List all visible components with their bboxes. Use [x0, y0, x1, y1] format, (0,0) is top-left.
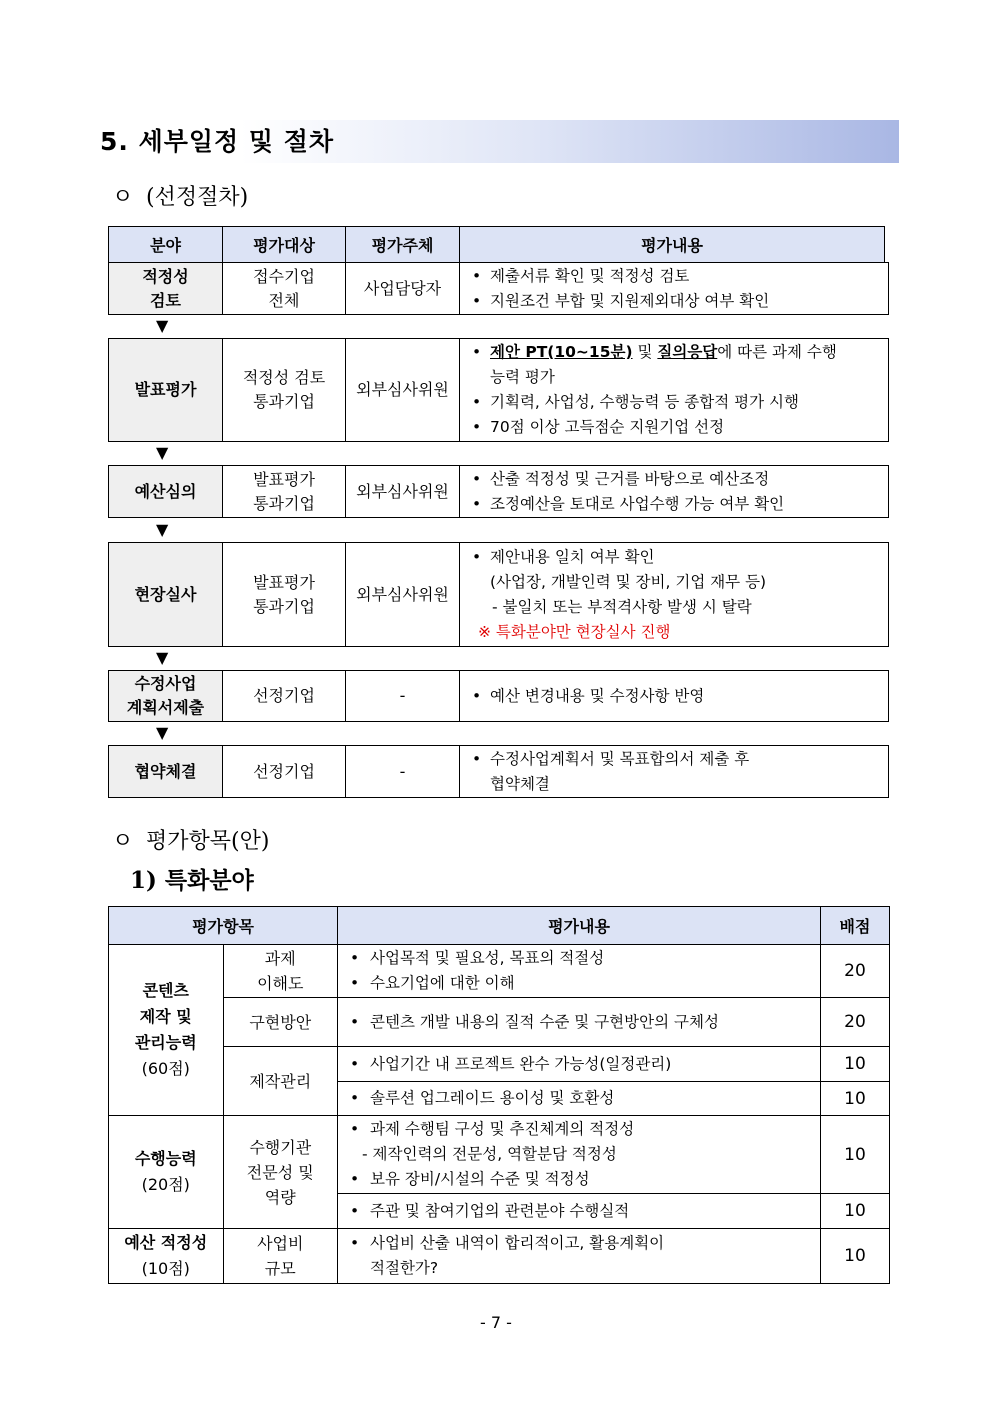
table-row	[109, 1229, 890, 1284]
stage-target: 적정성 검토 통과기업	[223, 339, 346, 442]
criteria: • 콘텐츠 개발 내용의 질적 수준 및 구현방안의 구체성	[338, 998, 821, 1047]
section-title: 5. 세부일정 및 절차	[96, 120, 899, 163]
stage-name: 적정성 검토	[109, 263, 223, 315]
score: 20	[821, 998, 890, 1047]
score: 20	[821, 945, 890, 998]
stage-content: • 예산 변경내용 및 수정사항 반영	[460, 671, 889, 722]
down-arrow-icon: ▼	[156, 520, 169, 539]
subcategory-name: 수행기관 전문성 및 역량	[223, 1116, 338, 1229]
stage-name: 발표평가	[109, 339, 223, 442]
stage-evaluator: 사업담당자	[346, 263, 460, 315]
score: 10	[821, 1194, 890, 1229]
down-arrow-icon: ▼	[156, 648, 169, 667]
stage-row	[108, 745, 889, 798]
criteria: • 과제 수행팀 구성 및 추진체계의 적정성 - 제작인력의 전문성, 역할분담 적정성 • 보유 장비/시설의 수준 및 적정성	[338, 1116, 821, 1194]
stage-row	[108, 542, 889, 647]
stage-content: • 수정사업계획서 및 목표합의서 제출 후 협약체결	[460, 746, 889, 798]
score: 10	[821, 1047, 890, 1082]
down-arrow-icon: ▼	[156, 723, 169, 742]
col-header-content: 평가내용	[338, 907, 821, 945]
stage-content: • 제안 PT(10~15분) 및 질의응답에 따른 과제 수행 능력 평가 • 기획력, 사업성, 수행능력 등 종합적 평가 시행 • 70점 이상 고득점순 지원기업 선정	[460, 339, 889, 442]
table-row	[109, 945, 890, 998]
subcategory-name: 제작관리	[223, 1047, 338, 1116]
stage-row	[108, 670, 889, 722]
note-text: ※ 특화분야만 현장실사 진행	[478, 622, 671, 641]
stage-row	[108, 465, 889, 518]
bullet-mark: ㅇ	[112, 829, 134, 854]
bullet-mark: ㅇ	[112, 185, 134, 210]
stage-target: 발표평가 통과기업	[223, 466, 346, 518]
category-name: 콘텐츠 제작 및 관리능력 (60점)	[109, 945, 224, 1116]
score: 10	[821, 1116, 890, 1194]
down-arrow-icon: ▼	[156, 316, 169, 335]
subcategory-name: 구현방안	[223, 998, 338, 1047]
criteria: • 주관 및 참여기업의 관련분야 수행실적	[338, 1194, 821, 1229]
col-header-evaluator: 평가주체	[346, 227, 460, 263]
stage-target: 발표평가 통과기업	[223, 543, 346, 647]
stage-name: 수정사업 계획서제출	[109, 671, 223, 722]
stage-row	[108, 338, 889, 442]
col-header-content: 평가내용	[460, 227, 885, 263]
evaluation-heading: ㅇ 평가항목(안)	[112, 824, 269, 855]
stage-content: • 산출 적정성 및 근거를 바탕으로 예산조정 • 조정예산을 토대로 사업수행 가능 여부 확인	[460, 466, 889, 518]
score: 10	[821, 1082, 890, 1116]
table-row	[109, 998, 890, 1047]
stage-evaluator: -	[346, 746, 460, 798]
evaluation-table	[108, 906, 890, 1284]
evaluation-subheading: 1) 특화분야	[130, 867, 254, 894]
subcategory-name: 사업비 규모	[223, 1229, 338, 1284]
stage-name: 예산심의	[109, 466, 223, 518]
col-header-field: 분야	[109, 227, 223, 263]
table-row	[109, 1047, 890, 1082]
col-header-score: 배점	[821, 907, 890, 945]
stage-evaluator: 외부심사위원	[346, 466, 460, 518]
stage-name: 협약체결	[109, 746, 223, 798]
criteria: • 솔루션 업그레이드 용이성 및 호환성	[338, 1082, 821, 1116]
selection-table-header	[108, 226, 885, 263]
stage-target: 선정기업	[223, 746, 346, 798]
stage-evaluator: -	[346, 671, 460, 722]
criteria: • 사업기간 내 프로젝트 완수 가능성(일정관리)	[338, 1047, 821, 1082]
stage-content: • 제출서류 확인 및 적정성 검토 • 지원조건 부합 및 지원제외대상 여부 확인	[460, 263, 889, 315]
category-name: 수행능력 (20점)	[109, 1116, 224, 1229]
selection-heading: ㅇ (선정절차)	[112, 180, 248, 211]
stage-evaluator: 외부심사위원	[346, 543, 460, 647]
category-name: 예산 적정성 (10점)	[109, 1229, 224, 1284]
stage-target: 접수기업 전체	[223, 263, 346, 315]
criteria: • 사업목적 및 필요성, 목표의 적절성 • 수요기업에 대한 이해	[338, 945, 821, 998]
criteria: • 사업비 산출 내역이 합리적이고, 활용계획이 적절한가?	[338, 1229, 821, 1284]
down-arrow-icon: ▼	[156, 443, 169, 462]
stage-target: 선정기업	[223, 671, 346, 722]
col-header-item: 평가항목	[109, 907, 338, 945]
stage-content: • 제안내용 일치 여부 확인 (사업장, 개발인력 및 장비, 기업 재무 등) - 불일치 또는 부적격사항 발생 시 탈락 ※ 특화분야만 현장실사 진행	[460, 543, 889, 647]
score: 10	[821, 1229, 890, 1284]
col-header-target: 평가대상	[223, 227, 346, 263]
stage-name: 현장실사	[109, 543, 223, 647]
page-number: - 7 -	[480, 1313, 512, 1332]
stage-evaluator: 외부심사위원	[346, 339, 460, 442]
table-row	[109, 1116, 890, 1194]
subcategory-name: 과제 이해도	[223, 945, 338, 998]
stage-row	[108, 262, 889, 315]
